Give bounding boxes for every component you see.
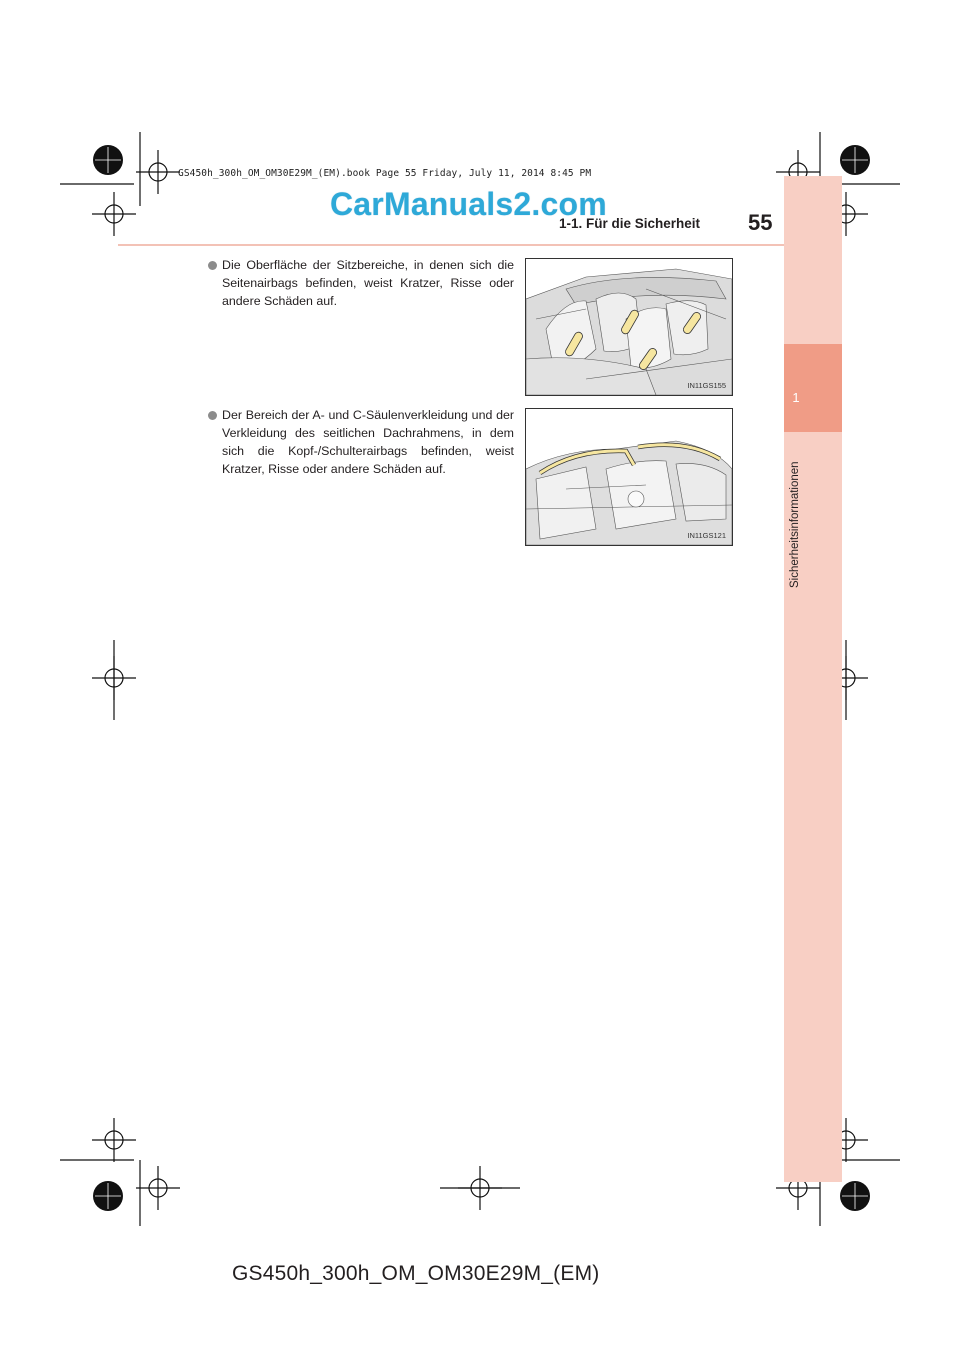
- chapter-number: 1: [792, 390, 800, 405]
- curtain-airbag-illustration: [525, 408, 733, 546]
- bullet-dot-icon: [208, 261, 217, 270]
- illustration-code: IN11GS155: [687, 381, 726, 390]
- seat-interior-drawing: [526, 259, 732, 395]
- bullet-text: Die Oberfläche der Sitzbereiche, in denen sich die Seitenairbags befinden, weist Kratzer, Risse oder andere Schäden auf.: [222, 258, 514, 308]
- document-footer: GS450h_300h_OM_OM30E29M_(EM): [232, 1262, 600, 1285]
- chapter-side-tab: [784, 176, 842, 1182]
- car-cabin-drawing: [526, 409, 732, 545]
- bullet-item: [222, 406, 514, 478]
- bullet-item: [222, 256, 514, 310]
- watermark-logo: CarManuals2.com: [330, 186, 607, 222]
- section-title: 1-1. Für die Sicherheit: [558, 216, 700, 231]
- side-airbag-illustration: [525, 258, 733, 396]
- chapter-label: Sicherheitsinformationen: [789, 461, 801, 588]
- bullet-text: Der Bereich der A- und C-Säulenverkleidung und der Verkleidung des seitlichen Dachrahmens, in dem sich die Kopf-/Schulterairbags befinden, weist Kratzer, Risse oder andere Schäden auf.: [222, 408, 514, 476]
- page-number: 55: [748, 210, 773, 235]
- chapter-tab-highlight: [784, 344, 842, 432]
- print-header: GS450h_300h_OM_OM30E29M_(EM).book Page 55 Friday, July 11, 2014 8:45 PM: [178, 168, 592, 179]
- header-divider: [118, 244, 784, 246]
- bullet-dot-icon: [208, 411, 217, 420]
- illustration-code: IN11GS121: [687, 531, 726, 540]
